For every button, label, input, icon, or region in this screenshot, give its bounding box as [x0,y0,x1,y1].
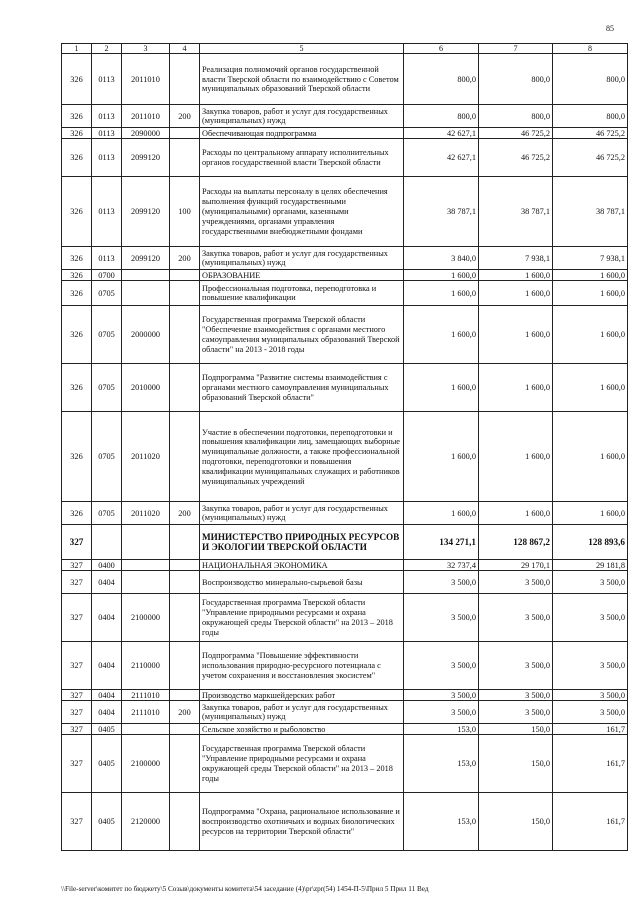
expense-type-cell [170,560,200,571]
target-article-cell: 2111010 [122,690,170,701]
admin-code-cell: 327 [62,525,92,560]
amount-year1-cell: 1 600,0 [404,306,479,364]
amount-year1-cell: 1 600,0 [404,502,479,525]
expense-type-cell [170,54,200,105]
budget-table [61,43,628,851]
expense-type-cell [170,793,200,851]
amount-year2-cell: 7 938,1 [479,247,553,270]
description-cell: ОБРАЗОВАНИЕ [200,270,404,281]
amount-year3-cell: 1 600,0 [553,412,628,502]
expense-type-cell: 200 [170,701,200,724]
description-cell: Расходы на выплаты персоналу в целях обеспечения выполнения функций государственными (муниципальными) органами, казенными учреждениями, органами управления государственными внебюджетными фондами [200,177,404,247]
table-row [62,525,628,560]
amount-year1-cell: 800,0 [404,54,479,105]
amount-year2-cell: 1 600,0 [479,364,553,412]
target-article-cell: 2100000 [122,594,170,642]
target-article-cell: 2099120 [122,177,170,247]
expense-type-cell: 200 [170,502,200,525]
target-article-cell [122,281,170,306]
expense-type-cell [170,139,200,177]
description-cell: Подпрограмма "Охрана, рациональное использование и воспроизводство охотничьих и водных биологических ресурсов на территории Тверской области" [200,793,404,851]
amount-year3-cell: 161,7 [553,735,628,793]
amount-year2-cell: 3 500,0 [479,571,553,594]
file-path-footer: \\File-server\комитет по бюджету\5 Созыв\документы комитета\54 заседание (4)\pr\zpr(54) 1454-П-5\Прил 5 Прил 11 Вед [61,885,429,893]
description-cell: Государственная программа Тверской области "Управление природными ресурсами и охрана окружающей среды Тверской области" на 2013 – 2018 годы [200,735,404,793]
expense-type-cell [170,270,200,281]
description-cell: Реализация полномочий органов государственной власти Тверской области по взаимодействию с Советом муниципальных образований Тверской области [200,54,404,105]
amount-year2-cell: 3 500,0 [479,642,553,690]
amount-year3-cell: 1 600,0 [553,502,628,525]
expense-type-cell [170,128,200,139]
amount-year2-cell: 3 500,0 [479,594,553,642]
target-article-cell: 2110000 [122,642,170,690]
amount-year2-cell: 1 600,0 [479,502,553,525]
table-row [62,793,628,851]
admin-code-cell: 327 [62,690,92,701]
amount-year1-cell: 1 600,0 [404,270,479,281]
description-cell: Подпрограмма "Развитие системы взаимодействия с органами местного самоуправления муниципальных образований Тверской области" [200,364,404,412]
section-code-cell: 0404 [92,690,122,701]
column-header: 6 [404,44,479,54]
table-row [62,412,628,502]
expense-type-cell: 200 [170,247,200,270]
amount-year2-cell: 3 500,0 [479,690,553,701]
description-cell: Государственная программа Тверской области "Обеспечение взаимодействия с органами местного самоуправления муниципальных образований Тверской области" на 2013 - 2018 годы [200,306,404,364]
admin-code-cell: 327 [62,642,92,690]
description-cell: Расходы по центральному аппарату исполнительных органов государственной власти Тверской области [200,139,404,177]
column-header: 8 [553,44,628,54]
amount-year3-cell: 161,7 [553,793,628,851]
description-cell: Закупка товаров, работ и услуг для государственных (муниципальных) нужд [200,502,404,525]
amount-year3-cell: 3 500,0 [553,701,628,724]
description-cell: Сельское хозяйство и рыболовство [200,724,404,735]
target-article-cell: 2011020 [122,412,170,502]
amount-year3-cell: 128 893,6 [553,525,628,560]
column-header: 3 [122,44,170,54]
section-code-cell: 0113 [92,128,122,139]
table-row [62,560,628,571]
section-code-cell: 0113 [92,247,122,270]
table-row [62,364,628,412]
amount-year1-cell: 153,0 [404,724,479,735]
expense-type-cell [170,690,200,701]
amount-year2-cell: 46 725,2 [479,128,553,139]
column-header: 7 [479,44,553,54]
amount-year3-cell: 3 500,0 [553,594,628,642]
table-row [62,642,628,690]
table-row [62,690,628,701]
column-header: 2 [92,44,122,54]
target-article-cell [122,571,170,594]
admin-code-cell: 326 [62,502,92,525]
amount-year3-cell: 3 500,0 [553,571,628,594]
amount-year2-cell: 1 600,0 [479,270,553,281]
section-code-cell [92,525,122,560]
amount-year3-cell: 1 600,0 [553,364,628,412]
table-row [62,54,628,105]
expense-type-cell [170,412,200,502]
column-header: 4 [170,44,200,54]
table-row [62,270,628,281]
target-article-cell: 2120000 [122,793,170,851]
amount-year1-cell: 1 600,0 [404,412,479,502]
table-row [62,128,628,139]
section-code-cell: 0404 [92,594,122,642]
section-code-cell: 0405 [92,735,122,793]
target-article-cell: 2099120 [122,247,170,270]
section-code-cell: 0705 [92,306,122,364]
amount-year3-cell: 161,7 [553,724,628,735]
table-row [62,281,628,306]
table-row [62,594,628,642]
target-article-cell: 2100000 [122,735,170,793]
target-article-cell [122,560,170,571]
amount-year2-cell: 1 600,0 [479,412,553,502]
amount-year2-cell: 1 600,0 [479,306,553,364]
table-row [62,105,628,128]
amount-year1-cell: 134 271,1 [404,525,479,560]
amount-year2-cell: 29 170,1 [479,560,553,571]
admin-code-cell: 327 [62,594,92,642]
admin-code-cell: 326 [62,54,92,105]
expense-type-cell [170,306,200,364]
target-article-cell: 2090000 [122,128,170,139]
section-code-cell: 0705 [92,364,122,412]
table-row [62,306,628,364]
amount-year1-cell: 3 840,0 [404,247,479,270]
page-number: 85 [606,24,614,33]
amount-year2-cell: 150,0 [479,793,553,851]
amount-year3-cell: 29 181,8 [553,560,628,571]
amount-year1-cell: 42 627,1 [404,139,479,177]
description-cell: Воспроизводство минерально-сырьевой базы [200,571,404,594]
table-row [62,571,628,594]
admin-code-cell: 327 [62,735,92,793]
target-article-cell: 2099120 [122,139,170,177]
amount-year3-cell: 3 500,0 [553,642,628,690]
target-article-cell: 2011010 [122,54,170,105]
section-code-cell: 0705 [92,281,122,306]
section-code-cell: 0113 [92,105,122,128]
amount-year2-cell: 128 867,2 [479,525,553,560]
amount-year1-cell: 38 787,1 [404,177,479,247]
expense-type-cell [170,594,200,642]
amount-year1-cell: 153,0 [404,735,479,793]
description-cell: Закупка товаров, работ и услуг для государственных (муниципальных) нужд [200,105,404,128]
description-cell: Профессиональная подготовка, переподготовка и повышение квалификации [200,281,404,306]
section-code-cell: 0705 [92,502,122,525]
admin-code-cell: 326 [62,364,92,412]
expense-type-cell [170,642,200,690]
section-code-cell: 0705 [92,412,122,502]
amount-year1-cell: 3 500,0 [404,690,479,701]
amount-year2-cell: 150,0 [479,735,553,793]
target-article-cell: 2000000 [122,306,170,364]
admin-code-cell: 327 [62,701,92,724]
amount-year1-cell: 800,0 [404,105,479,128]
amount-year3-cell: 1 600,0 [553,306,628,364]
amount-year3-cell: 800,0 [553,54,628,105]
section-code-cell: 0404 [92,642,122,690]
admin-code-cell: 326 [62,281,92,306]
amount-year3-cell: 1 600,0 [553,270,628,281]
expense-type-cell [170,724,200,735]
amount-year1-cell: 3 500,0 [404,642,479,690]
amount-year1-cell: 3 500,0 [404,571,479,594]
amount-year3-cell: 7 938,1 [553,247,628,270]
section-code-cell: 0113 [92,139,122,177]
amount-year1-cell: 3 500,0 [404,701,479,724]
amount-year3-cell: 800,0 [553,105,628,128]
admin-code-cell: 326 [62,105,92,128]
expense-type-cell [170,571,200,594]
amount-year2-cell: 38 787,1 [479,177,553,247]
admin-code-cell: 326 [62,247,92,270]
admin-code-cell: 326 [62,270,92,281]
section-code-cell: 0113 [92,177,122,247]
column-header: 1 [62,44,92,54]
expense-type-cell [170,525,200,560]
amount-year1-cell: 3 500,0 [404,594,479,642]
target-article-cell [122,525,170,560]
table-header-row [62,44,628,54]
admin-code-cell: 327 [62,571,92,594]
admin-code-cell: 326 [62,412,92,502]
section-code-cell: 0400 [92,560,122,571]
amount-year3-cell: 38 787,1 [553,177,628,247]
amount-year2-cell: 800,0 [479,54,553,105]
amount-year3-cell: 1 600,0 [553,281,628,306]
amount-year1-cell: 153,0 [404,793,479,851]
target-article-cell: 2011010 [122,105,170,128]
section-code-cell: 0405 [92,793,122,851]
table-row [62,247,628,270]
amount-year1-cell: 1 600,0 [404,364,479,412]
amount-year1-cell: 32 737,4 [404,560,479,571]
amount-year2-cell: 150,0 [479,724,553,735]
amount-year1-cell: 1 600,0 [404,281,479,306]
description-cell: Обеспечивающая подпрограмма [200,128,404,139]
section-code-cell: 0404 [92,701,122,724]
expense-type-cell [170,735,200,793]
amount-year2-cell: 3 500,0 [479,701,553,724]
admin-code-cell: 327 [62,560,92,571]
target-article-cell [122,724,170,735]
target-article-cell [122,270,170,281]
description-cell: НАЦИОНАЛЬНАЯ ЭКОНОМИКА [200,560,404,571]
expense-type-cell: 200 [170,105,200,128]
target-article-cell: 2111010 [122,701,170,724]
expense-type-cell: 100 [170,177,200,247]
admin-code-cell: 327 [62,724,92,735]
amount-year2-cell: 800,0 [479,105,553,128]
admin-code-cell: 327 [62,793,92,851]
admin-code-cell: 326 [62,177,92,247]
column-header: 5 [200,44,404,54]
table-row [62,177,628,247]
table-row [62,735,628,793]
amount-year1-cell: 42 627,1 [404,128,479,139]
amount-year3-cell: 46 725,2 [553,139,628,177]
target-article-cell: 2010000 [122,364,170,412]
table-row [62,701,628,724]
amount-year2-cell: 1 600,0 [479,281,553,306]
description-cell: Государственная программа Тверской области "Управление природными ресурсами и охрана окружающей среды Тверской области" на 2013 – 2018 годы [200,594,404,642]
description-cell: Закупка товаров, работ и услуг для государственных (муниципальных) нужд [200,247,404,270]
section-code-cell: 0405 [92,724,122,735]
table-row [62,139,628,177]
description-cell: МИНИСТЕРСТВО ПРИРОДНЫХ РЕСУРСОВ И ЭКОЛОГИИ ТВЕРСКОЙ ОБЛАСТИ [200,525,404,560]
description-cell: Участие в обеспечении подготовки, переподготовки и повышения квалификации лиц, замещающих выборные муниципальные должности, а также профессиональной подготовки, переподготовки и повышения квалификации муниципальных служащих и работников муниципальных учреждений [200,412,404,502]
table-row [62,724,628,735]
amount-year3-cell: 3 500,0 [553,690,628,701]
description-cell: Закупка товаров, работ и услуг для государственных (муниципальных) нужд [200,701,404,724]
section-code-cell: 0404 [92,571,122,594]
expense-type-cell [170,364,200,412]
description-cell: Подпрограмма "Повышение эффективности использования природно-ресурсного потенциала с учетом сохранения и восстановления экосистем" [200,642,404,690]
admin-code-cell: 326 [62,128,92,139]
table-row [62,502,628,525]
expense-type-cell [170,281,200,306]
target-article-cell: 2011020 [122,502,170,525]
amount-year3-cell: 46 725,2 [553,128,628,139]
admin-code-cell: 326 [62,306,92,364]
description-cell: Производство маркшейдерских работ [200,690,404,701]
section-code-cell: 0113 [92,54,122,105]
amount-year2-cell: 46 725,2 [479,139,553,177]
section-code-cell: 0700 [92,270,122,281]
admin-code-cell: 326 [62,139,92,177]
